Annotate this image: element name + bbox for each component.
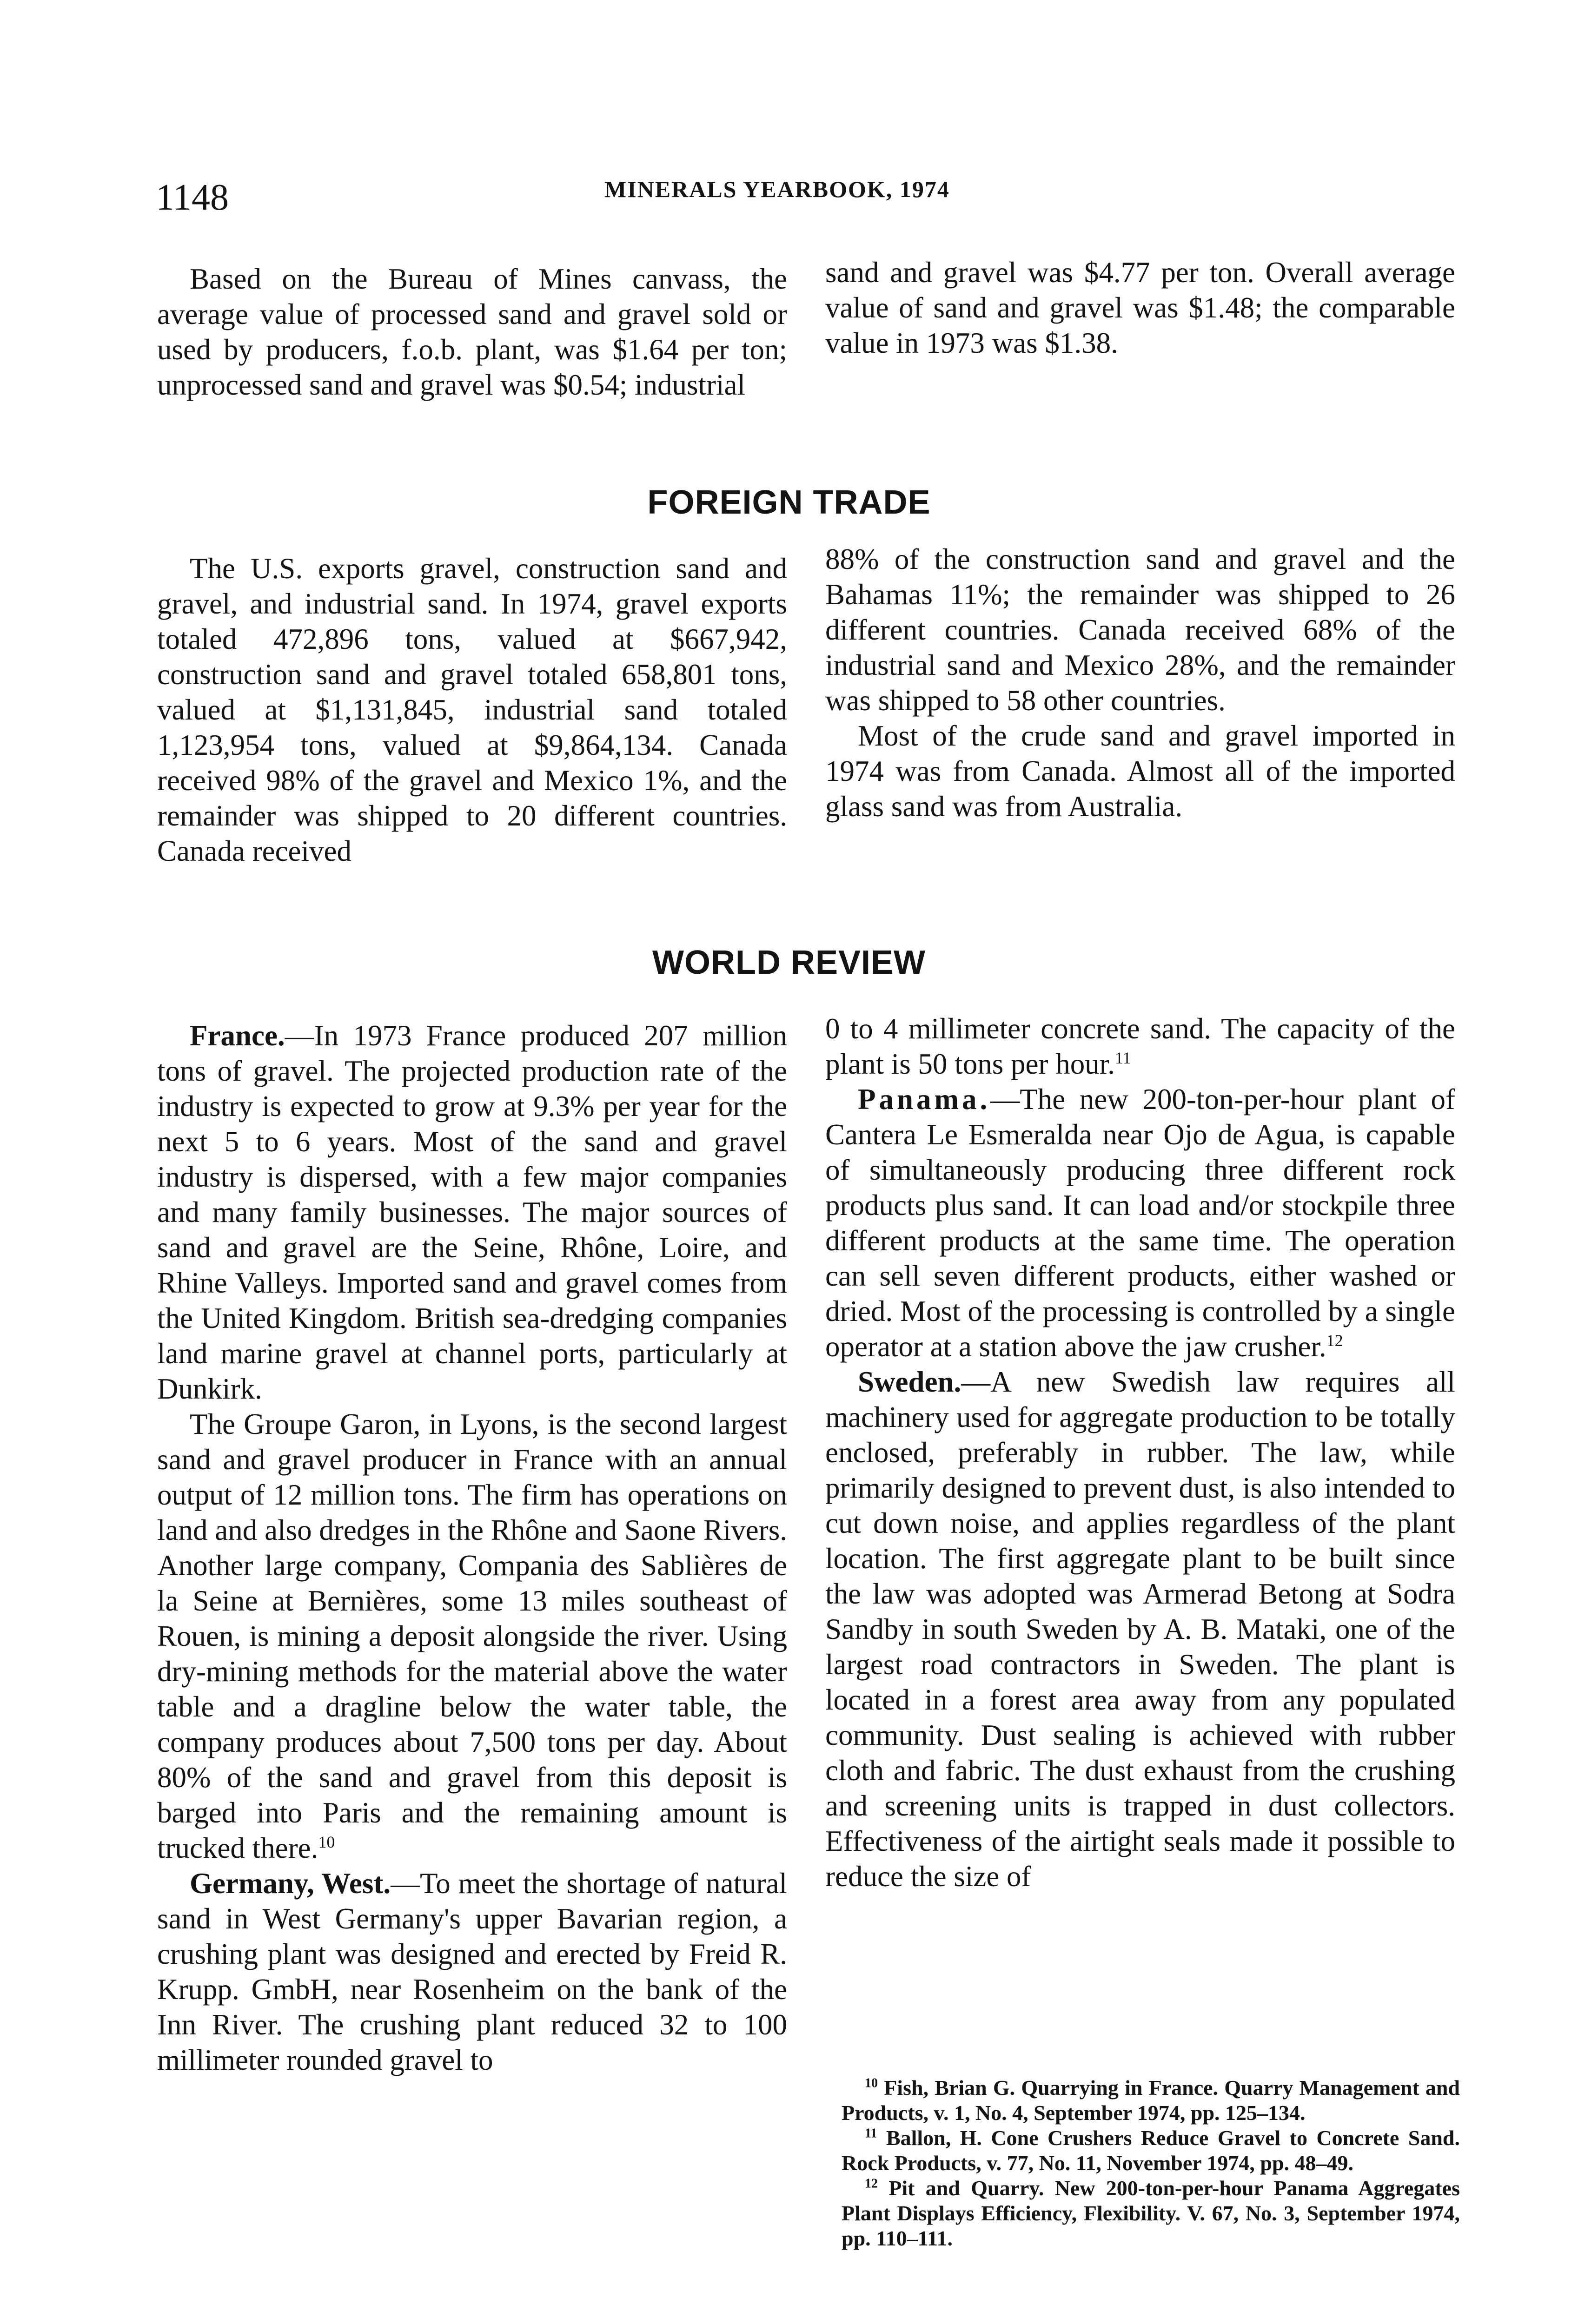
foreign-trade-paragraph: The U.S. exports gravel, construction sand and gravel, and industrial sand. In 1974, gravel exports totaled 472,896 tons, valued at $667,942, construction sand and gravel totaled 658,801 tons, valued at $1,131,845, industrial sand totaled 1,123,954 tons, valued at $9,864,134. Canada received 98% of the gravel and Mexico 1%, and the remainder was shipped to 20 different countries. Canada received	[157, 552, 787, 867]
groupe-garon-paragraph: The Groupe Garon, in Lyons, is the second largest sand and gravel producer in France with an annual output of 12 million tons. The firm has operations on land and also dredges in the Rhône and Saone Rivers. Another large company, Compania des Sablières de la Seine at Bernières, some 13 miles southeast of Rouen, is mining a deposit alongside the river. Using dry-mining methods for the material above the water table and a dragline below the water table, the company produces about 7,500 tons per day. About 80% of the sand and gravel from this deposit is barged into Paris and the remaining amount is trucked there.$^{10}$	[157, 1408, 787, 1864]
sweden-paragraph: Sweden.—A new Swedish law requires all machinery used for aggregate production to be totally enclosed, preferably in rubber. The law, while primarily designed to prevent dust, is also intended to cut down noise, and applies regardless of the plant location. The first aggregate plant to be built since the law was adopted was Armerad Betong at Sodra Sandby in south Sweden by A. B. Mataki, one of the largest road contractors in Sweden. The plant is located in a forest area away from any populated community. Dust sealing is achieved with rubber cloth and fabric. The dust exhaust from the crushing and screening units is trapped in dust collectors. Effectiveness of the airtight seals made it possible to reduce the size of	[825, 1366, 1455, 1893]
imports-paragraph: Most of the crude sand and gravel imported in 1974 was from Canada. Almost all of the imported glass sand was from Australia.	[825, 720, 1455, 823]
intro-paragraph-continued: sand and gravel was $4.77 per ton. Overall average value of sand and gravel was $1.48; the comparable value in 1973 was $1.38.	[825, 256, 1455, 359]
footnote-ref: 12	[1326, 1331, 1343, 1350]
footnote-ref: 10	[318, 1833, 335, 1851]
world-review-heading: WORLD REVIEW	[652, 944, 926, 981]
footnote: $^{10}$ Fish, Brian G. Quarrying in France. Quarry Management and Products, v. 1, No. 4, September 1974, pp. 125–134.	[842, 2076, 1460, 2125]
germany-paragraph: Germany, West.—To meet the shortage of natural sand in West Germany's upper Bavarian region, a crushing plant was designed and erected by Freid R. Krupp. GmbH, near Rosenheim on the bank of the Inn River. The crushing plant reduced 32 to 100 millimeter rounded gravel to	[157, 1867, 787, 2076]
foreign-trade-right-column	[825, 541, 1455, 824]
foreign-trade-left-column	[157, 551, 787, 869]
intro-left-column	[157, 261, 787, 403]
intro-paragraph: Based on the Bureau of Mines canvass, the average value of processed sand and gravel sold or used by producers, f.o.b. plant, was $1.64 per ton; unprocessed sand and gravel was $0.54; industrial	[157, 263, 787, 401]
footnote: $^{11}$ Ballon, H. Cone Crushers Reduce Gravel to Concrete Sand. Rock Products, v. 77, No. 11, November 1974, pp. 48–49.	[842, 2126, 1460, 2175]
world-review-left-column	[157, 1018, 787, 2078]
running-title: MINERALS YEARBOOK, 1974	[604, 176, 950, 202]
foreign-trade-heading: FOREIGN TRADE	[647, 484, 931, 521]
france-lead: France.	[190, 1019, 285, 1052]
france-paragraph: France.—In 1973 France produced 207 million tons of gravel. The projected production rate of the industry is expected to grow at 9.3% per year for the next 5 to 6 years. Most of the sand and gravel industry is dispersed, with a few major companies and many family businesses. The major sources of sand and gravel are the Seine, Rhône, Loire, and Rhine Valleys. Imported sand and gravel comes from the United Kingdom. British sea-dredging companies land marine gravel at channel ports, particularly at Dunkirk.	[157, 1019, 787, 1405]
sweden-lead: Sweden.	[858, 1366, 961, 1398]
page-number: 1148	[156, 177, 229, 218]
footnote: $^{12}$ Pit and Quarry. New 200-ton-per-hour Panama Aggregates Plant Displays Efficiency, Flexibility. V. 67, No. 3, September 1974, pp. 110–111.	[842, 2176, 1460, 2250]
footnote-ref: 11	[1114, 1049, 1131, 1067]
panama-lead: Panama.	[858, 1083, 991, 1116]
germany-lead: Germany, West.	[190, 1867, 391, 1900]
world-review-right-column	[825, 1011, 1455, 1894]
intro-right-column	[825, 255, 1455, 361]
germany-paragraph-continued: 0 to 4 millimeter concrete sand. The capacity of the plant is 50 tons per hour.$^{11}$	[825, 1012, 1455, 1080]
footnotes	[842, 2075, 1460, 2251]
foreign-trade-paragraph-continued: 88% of the construction sand and gravel and the Bahamas 11%; the remainder was shipped to 26 different countries. Canada received 68% of the industrial sand and Mexico 28%, and the remainder was shipped to 58 other countries.	[825, 543, 1455, 717]
panama-paragraph: Panama.—The new 200-ton-per-hour plant of Cantera Le Esmeralda near Ojo de Agua, is capable of simultaneously producing three different rock products plus sand. It can load and/or stockpile three different products at the same time. The operation can sell seven different products, either washed or dried. Most of the processing is controlled by a single operator at a station above the jaw crusher.$^{12}$	[825, 1083, 1455, 1363]
